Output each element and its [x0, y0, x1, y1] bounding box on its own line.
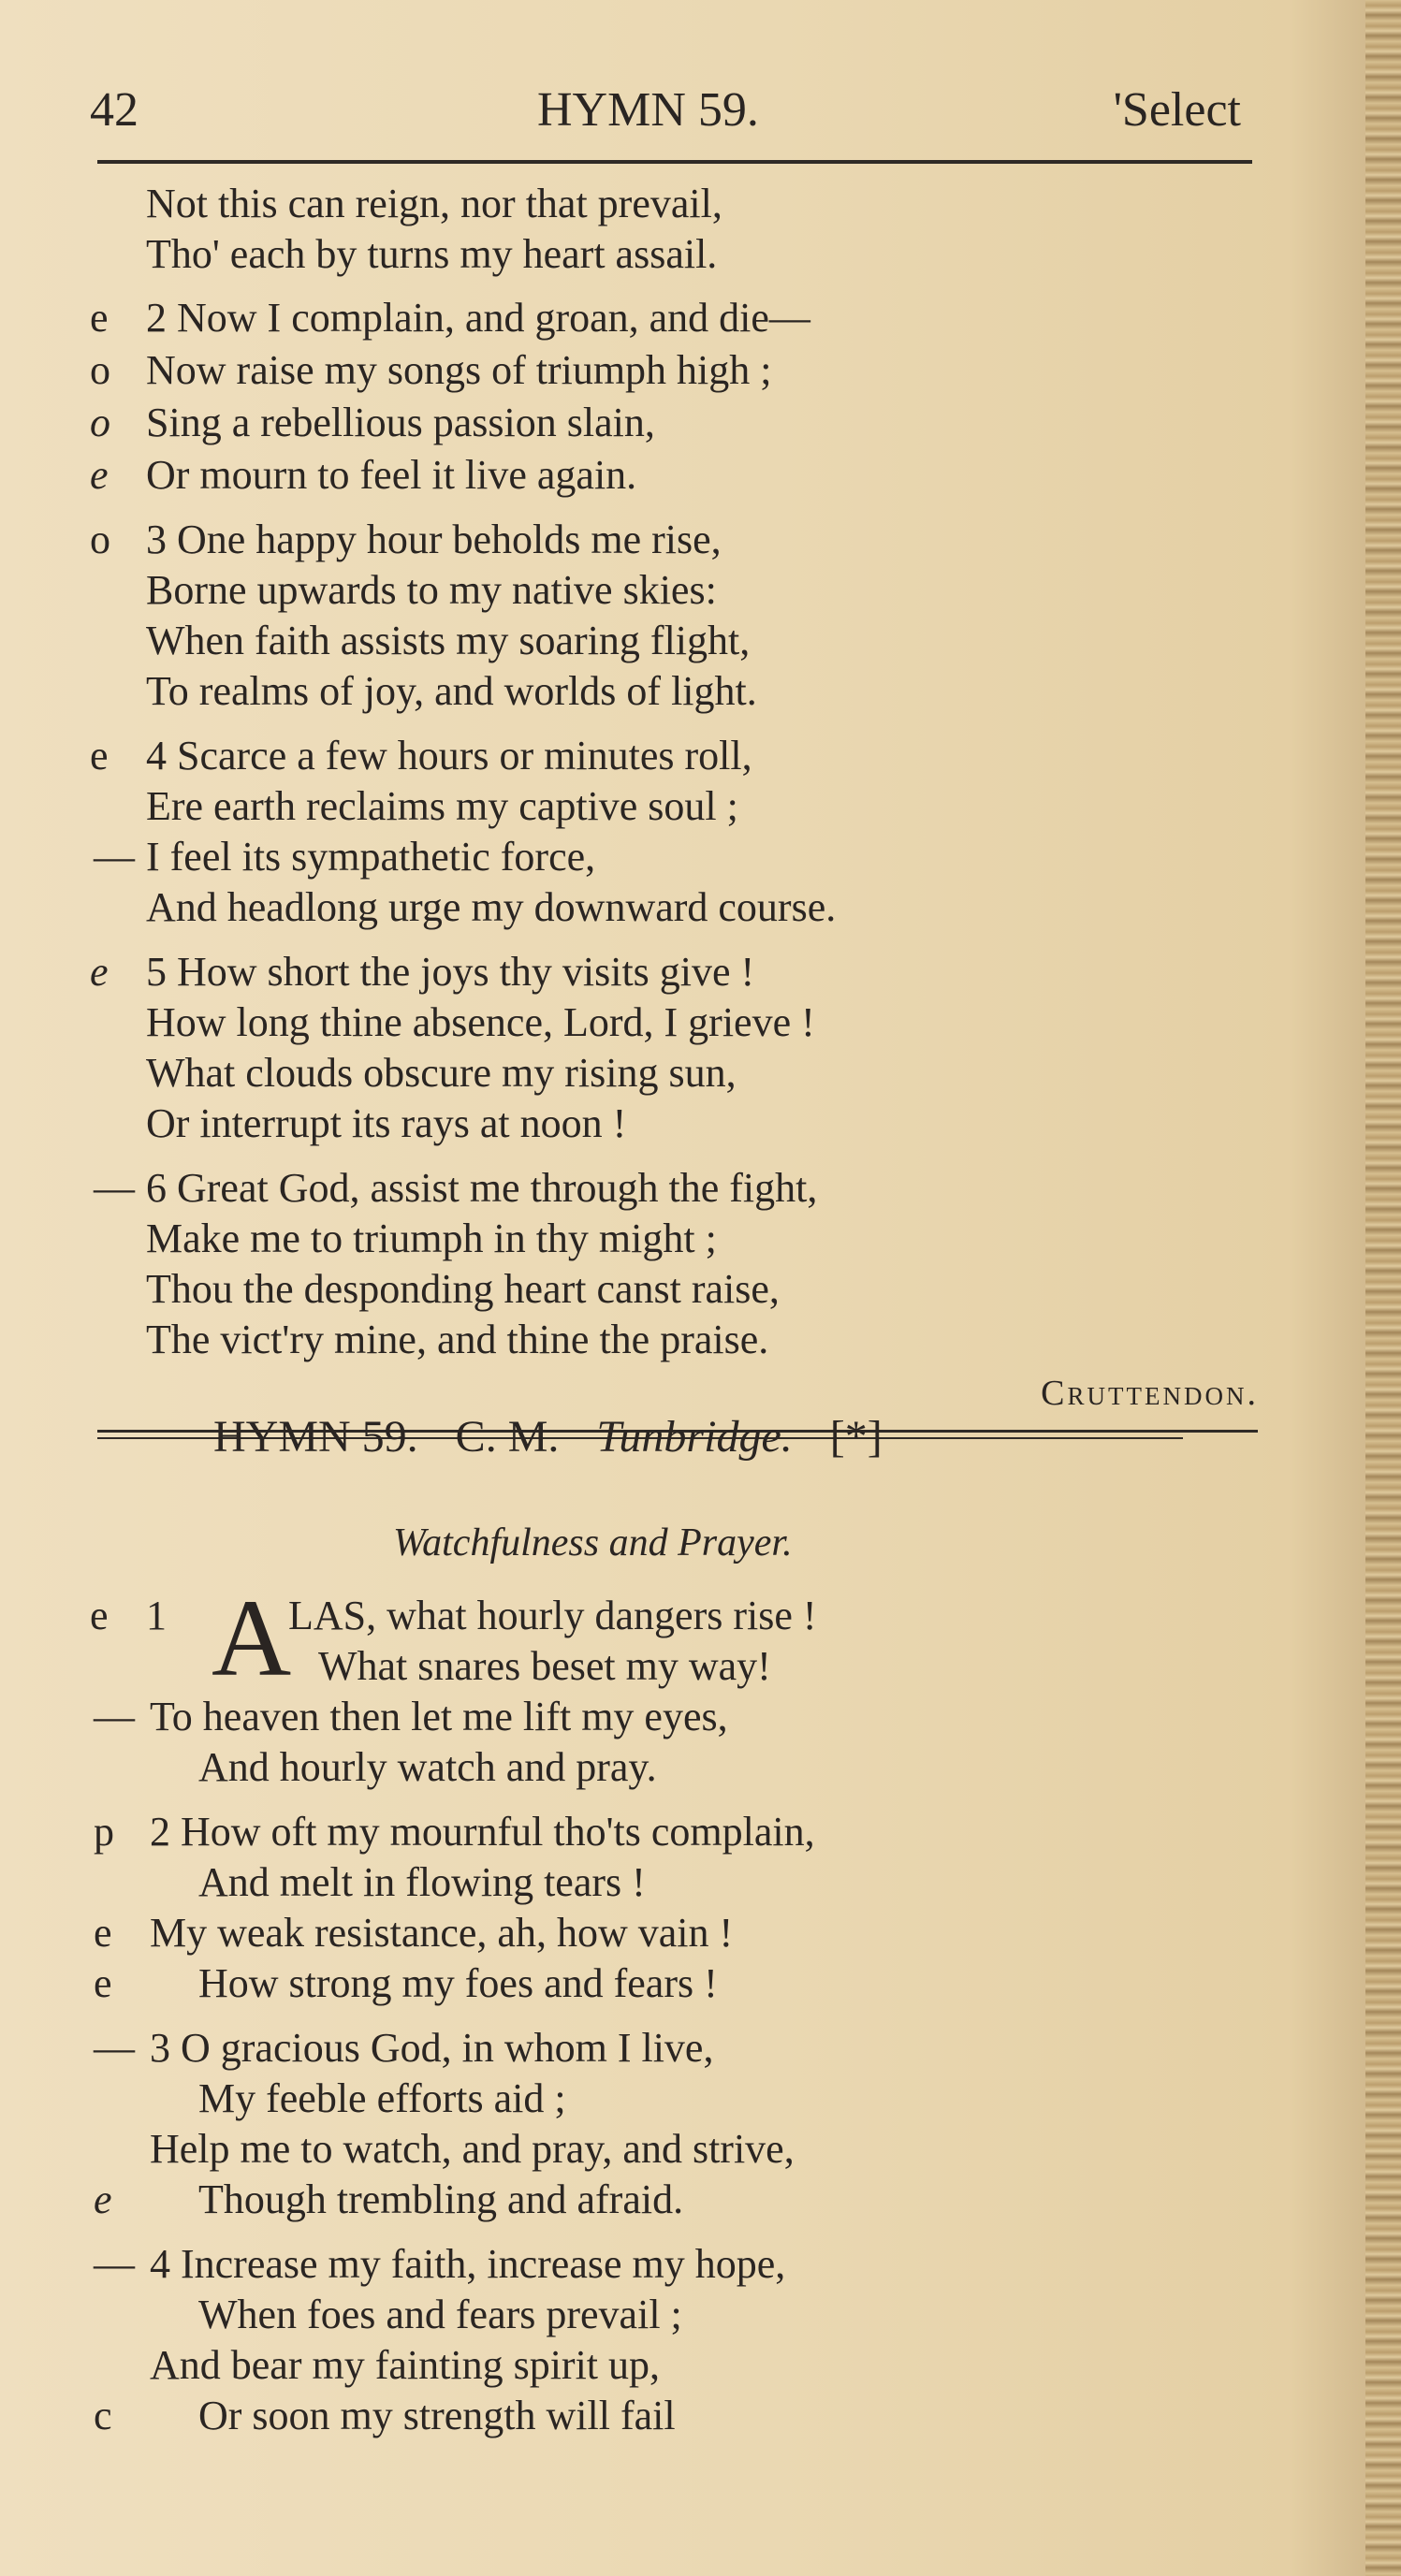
dynamic-mark: e: [94, 1910, 112, 1956]
running-header: [90, 82, 1241, 138]
verse-line: Tho' each by turns my heart assail.: [146, 231, 718, 277]
verse-line: And hourly watch and pray.: [198, 1744, 657, 1790]
verse-line: 4 Scarce a few hours or minutes roll,: [146, 733, 752, 779]
verse-line: What snares beset my way!: [318, 1643, 771, 1689]
header-section: 'Select: [1113, 83, 1241, 137]
verse-line: And melt in flowing tears !: [198, 1859, 646, 1905]
hymn-tune: Tunbridge.: [596, 1412, 793, 1462]
dynamic-mark: o: [90, 400, 110, 445]
verse-line: Or soon my strength will fail: [198, 2393, 676, 2438]
dynamic-mark: —: [94, 2025, 135, 2071]
verse-line: How strong my foes and fears !: [198, 1960, 718, 2006]
header-title: HYMN 59.: [537, 83, 759, 137]
verse-line: What clouds obscure my rising sun,: [146, 1050, 737, 1096]
dynamic-mark: c: [94, 2393, 112, 2438]
dynamic-mark: p: [94, 1809, 114, 1855]
verse-line: LAS, what hourly dangers rise !: [288, 1593, 817, 1638]
verse-number: 1: [146, 1593, 167, 1638]
hymn-note: [*]: [829, 1412, 883, 1462]
dynamic-mark: e: [90, 1593, 109, 1638]
hymn-heading: [213, 1411, 909, 1463]
dynamic-mark: —: [94, 2241, 135, 2287]
verse-line: Sing a rebellious passion slain,: [146, 400, 655, 445]
hymn-subtitle: Watchfulness and Prayer.: [393, 1521, 793, 1565]
verse-line: When faith assists my soaring flight,: [146, 618, 751, 663]
drop-cap: A: [212, 1577, 292, 1699]
verse-line: 2 Now I complain, and groan, and die—: [146, 295, 810, 341]
verse-line: 3 One happy hour beholds me rise,: [146, 517, 722, 562]
dynamic-mark: e: [90, 452, 109, 498]
verse-line: Not this can reign, nor that prevail,: [146, 181, 722, 226]
hymn-number: HYMN 59.: [213, 1412, 418, 1462]
verse-line: Or interrupt its rays at noon !: [146, 1100, 627, 1146]
verse-line: And bear my fainting spirit up,: [150, 2342, 661, 2388]
verse-line: 5 How short the joys thy visits give !: [146, 949, 755, 995]
verse-line: 6 Great God, assist me through the fight,: [146, 1165, 818, 1211]
verse-line: How long thine absence, Lord, I grieve !: [146, 999, 815, 1045]
header-rule: [97, 160, 1252, 164]
verse-line: 2 How oft my mournful tho'ts complain,: [150, 1809, 815, 1855]
verse-line: Or mourn to feel it live again.: [146, 452, 637, 498]
hymn-author: Cruttendon.: [1041, 1374, 1259, 1413]
dynamic-mark: e: [90, 733, 109, 779]
dynamic-mark: —: [94, 1165, 135, 1211]
dynamic-mark: o: [90, 347, 110, 393]
verse-line: And headlong urge my downward course.: [146, 884, 837, 930]
page-number: 42: [90, 83, 139, 137]
verse-line: When foes and fears prevail ;: [198, 2292, 682, 2337]
dynamic-mark: —: [94, 834, 135, 880]
verse-line: I feel its sympathetic force,: [146, 834, 596, 880]
verse-line: Borne upwards to my native skies:: [146, 567, 717, 613]
dynamic-mark: —: [94, 1694, 135, 1739]
page-edge: [1365, 0, 1401, 2576]
verse-line: My feeble efforts aid ;: [198, 2075, 566, 2121]
verse-line: Help me to watch, and pray, and strive,: [150, 2126, 795, 2172]
dynamic-mark: e: [94, 2176, 112, 2222]
verse-line: The vict'ry mine, and thine the praise.: [146, 1317, 769, 1362]
verse-line: My weak resistance, ah, how vain !: [150, 1910, 734, 1956]
dynamic-mark: e: [94, 1960, 112, 2006]
dynamic-mark: e: [90, 295, 109, 341]
verse-line: 4 Increase my faith, increase my hope,: [150, 2241, 786, 2287]
verse-line: Thou the desponding heart canst raise,: [146, 1266, 780, 1312]
dynamic-mark: o: [90, 517, 110, 562]
verse-line: Though trembling and afraid.: [198, 2176, 684, 2222]
verse-line: Now raise my songs of triumph high ;: [146, 347, 772, 393]
verse-line: Ere earth reclaims my captive soul ;: [146, 783, 738, 829]
hymn-meter: C. M.: [455, 1412, 560, 1462]
verse-line: Make me to triumph in thy might ;: [146, 1215, 717, 1261]
verse-line: 3 O gracious God, in whom I live,: [150, 2025, 714, 2071]
verse-line: To heaven then let me lift my eyes,: [150, 1694, 728, 1739]
dynamic-mark: e: [90, 949, 109, 995]
verse-line: To realms of joy, and worlds of light.: [146, 668, 757, 714]
